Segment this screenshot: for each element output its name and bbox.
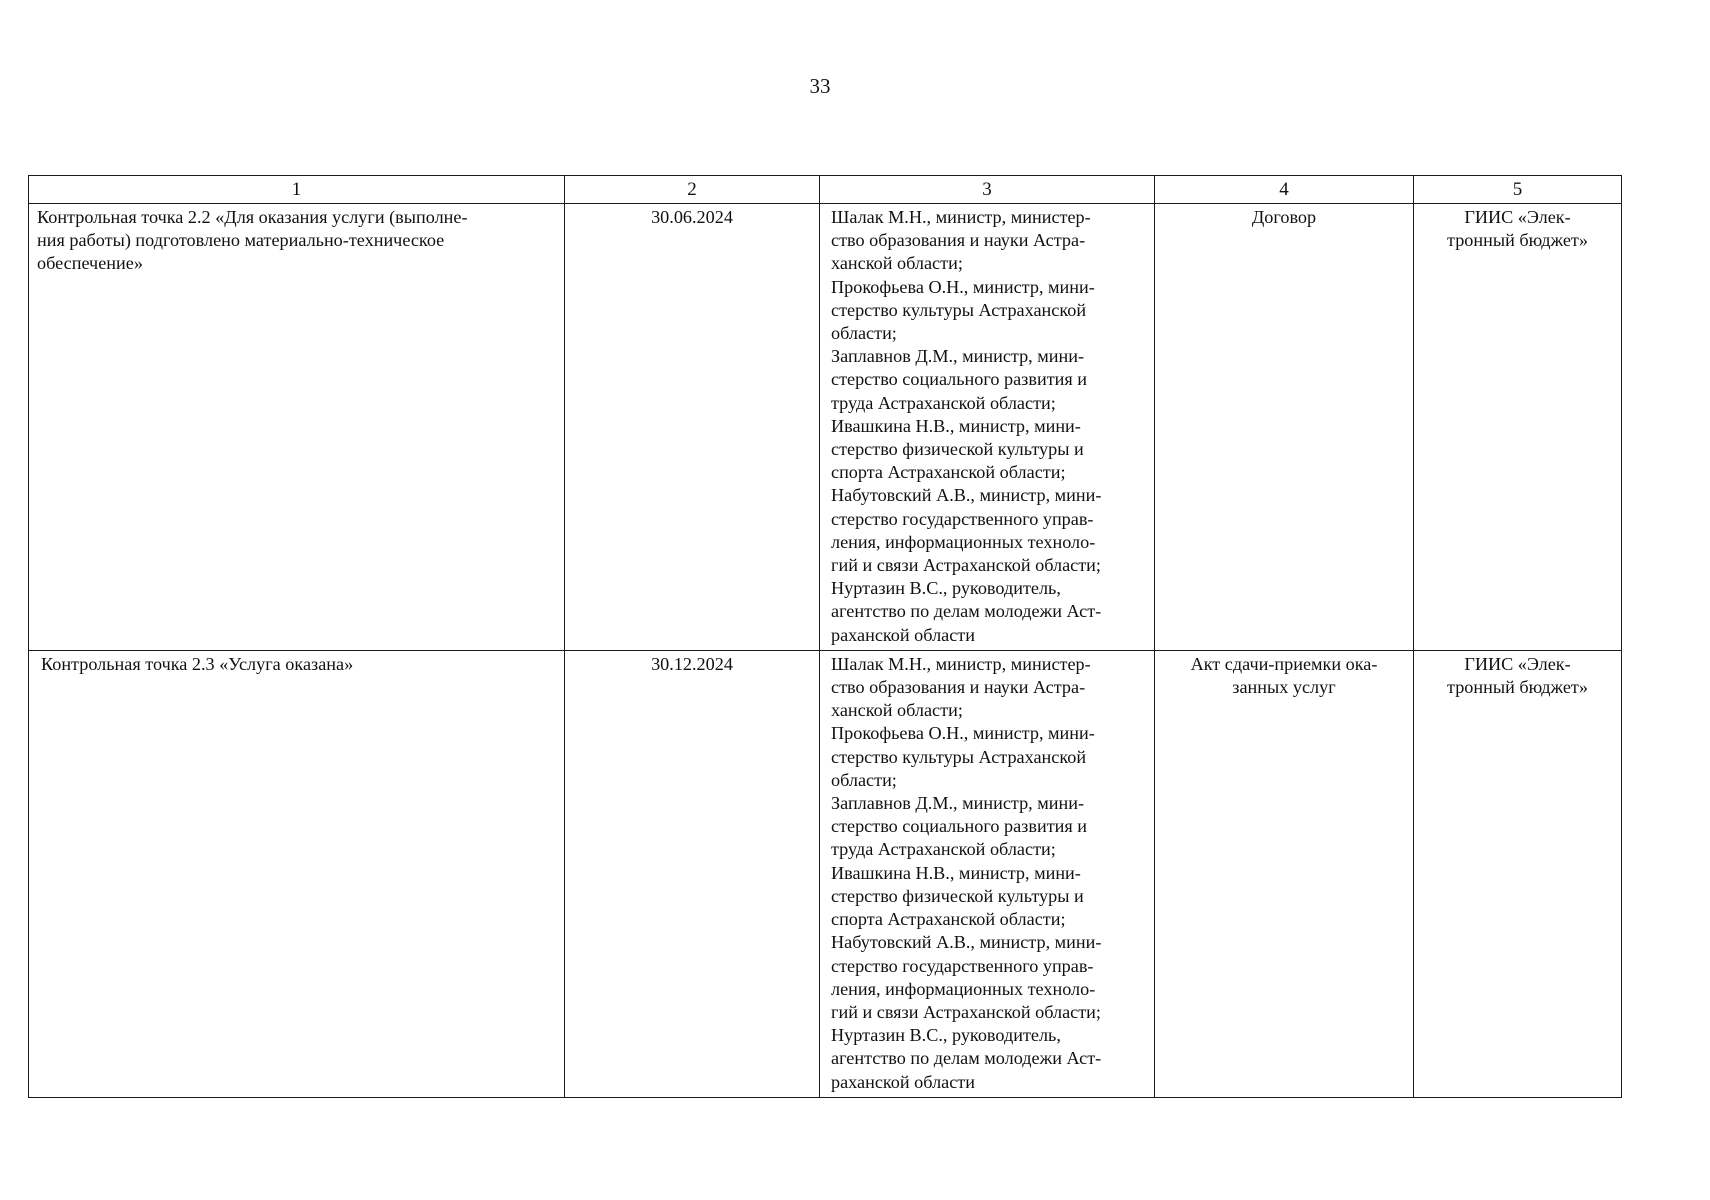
responsible-persons-line: Набутовский А.В., министр, мини- <box>831 485 1102 506</box>
responsible-persons-cell <box>820 204 1155 651</box>
responsible-persons-line: области; <box>831 323 897 344</box>
responsible-persons-line: стерство физической культуры и <box>831 439 1084 460</box>
responsible-persons-line: стерство культуры Астраханской <box>831 746 1087 767</box>
responsible-persons-line: стерство социального развития и <box>831 816 1088 837</box>
page-number: 33 <box>809 74 831 98</box>
control-point-date: 30.06.2024 <box>651 207 733 227</box>
responsible-persons-line: ство образования и науки Астра- <box>831 230 1086 251</box>
responsible-persons-line: раханской области <box>831 1071 975 1092</box>
confirming-document-line: Договор <box>1251 207 1317 227</box>
responsible-persons-cell <box>820 650 1155 1097</box>
responsible-persons-line: Нуртазин В.С., руководитель, <box>831 1025 1061 1046</box>
responsible-persons-line: агентство по делам молодежи Аст- <box>831 1048 1102 1069</box>
responsible-persons-line: Шалак М.Н., министр, министер- <box>831 207 1091 227</box>
table-row <box>29 650 1622 1097</box>
information-system-line: ГИИС «Элек- <box>1464 653 1571 674</box>
responsible-persons-line: Ивашкина Н.В., министр, мини- <box>831 862 1081 883</box>
responsible-persons-line: ханской области; <box>831 700 963 721</box>
information-system-line: ГИИС «Элек- <box>1464 207 1571 227</box>
confirming-document-line: занных услуг <box>1232 677 1336 698</box>
table-row <box>29 204 1622 651</box>
column-header-1: 1 <box>29 176 565 204</box>
information-system-line: тронный бюджет» <box>1447 230 1588 251</box>
control-point-name-cell <box>29 650 565 1097</box>
column-header-2: 2 <box>565 176 820 204</box>
responsible-persons-line: области; <box>831 769 897 790</box>
control-point-name-cell <box>29 204 565 651</box>
responsible-persons-line: стерство физической культуры и <box>831 885 1084 906</box>
column-header-3: 3 <box>820 176 1155 204</box>
control-point-date-cell <box>565 204 820 651</box>
responsible-persons-line: стерство государственного управ- <box>831 955 1094 976</box>
responsible-persons-line: стерство социального развития и <box>831 369 1088 390</box>
responsible-persons-line: Нуртазин В.С., руководитель, <box>831 578 1061 599</box>
responsible-persons-line: Набутовский А.В., министр, мини- <box>831 932 1102 953</box>
information-system-cell <box>1414 204 1622 651</box>
confirming-document-cell <box>1155 204 1414 651</box>
responsible-persons-line: гий и связи Астраханской области; <box>831 555 1101 576</box>
responsible-persons-line: спорта Астраханской области; <box>831 909 1066 930</box>
table-body <box>29 204 1622 1098</box>
responsible-persons-line: спорта Астраханской области; <box>831 462 1066 483</box>
confirming-document-line: Акт сдачи-приемки ока- <box>1190 653 1378 674</box>
responsible-persons-line: Прокофьева О.Н., министр, мини- <box>831 276 1095 297</box>
control-point-name-line: ния работы) подготовлено материально-техническое <box>37 230 445 251</box>
column-header-4: 4 <box>1155 176 1414 204</box>
responsible-persons-line: Ивашкина Н.В., министр, мини- <box>831 415 1081 436</box>
responsible-persons-line: стерство государственного управ- <box>831 508 1094 529</box>
responsible-persons-line: гий и связи Астраханской области; <box>831 1001 1101 1022</box>
responsible-persons-line: Заплавнов Д.М., министр, мини- <box>831 793 1085 814</box>
responsible-persons-line: стерство культуры Астраханской <box>831 299 1087 320</box>
control-point-name-line: обеспечение» <box>37 253 143 274</box>
responsible-persons-line: ство образования и науки Астра- <box>831 677 1086 698</box>
control-points-table <box>28 175 1622 1098</box>
responsible-persons-line: ления, информационных техноло- <box>831 978 1096 999</box>
responsible-persons-line: Заплавнов Д.М., министр, мини- <box>831 346 1085 367</box>
control-point-date: 30.12.2024 <box>651 653 733 674</box>
confirming-document-cell <box>1155 650 1414 1097</box>
control-point-date-cell <box>565 650 820 1097</box>
responsible-persons-line: раханской области <box>831 624 975 645</box>
table-header-row <box>29 176 1622 204</box>
responsible-persons-line: труда Астраханской области; <box>831 839 1056 860</box>
information-system-line: тронный бюджет» <box>1447 677 1588 698</box>
information-system-cell <box>1414 650 1622 1097</box>
responsible-persons-line: ханской области; <box>831 253 963 274</box>
responsible-persons-line: Шалак М.Н., министр, министер- <box>831 653 1091 674</box>
responsible-persons-line: труда Астраханской области; <box>831 392 1056 413</box>
responsible-persons-line: ления, информационных техноло- <box>831 531 1096 552</box>
column-header-5: 5 <box>1414 176 1622 204</box>
responsible-persons-line: агентство по делам молодежи Аст- <box>831 601 1102 622</box>
control-point-name-line: Контрольная точка 2.3 «Услуга оказана» <box>41 653 354 674</box>
control-point-name-line: Контрольная точка 2.2 «Для оказания услуги (выполне- <box>37 207 468 227</box>
responsible-persons-line: Прокофьева О.Н., министр, мини- <box>831 723 1095 744</box>
